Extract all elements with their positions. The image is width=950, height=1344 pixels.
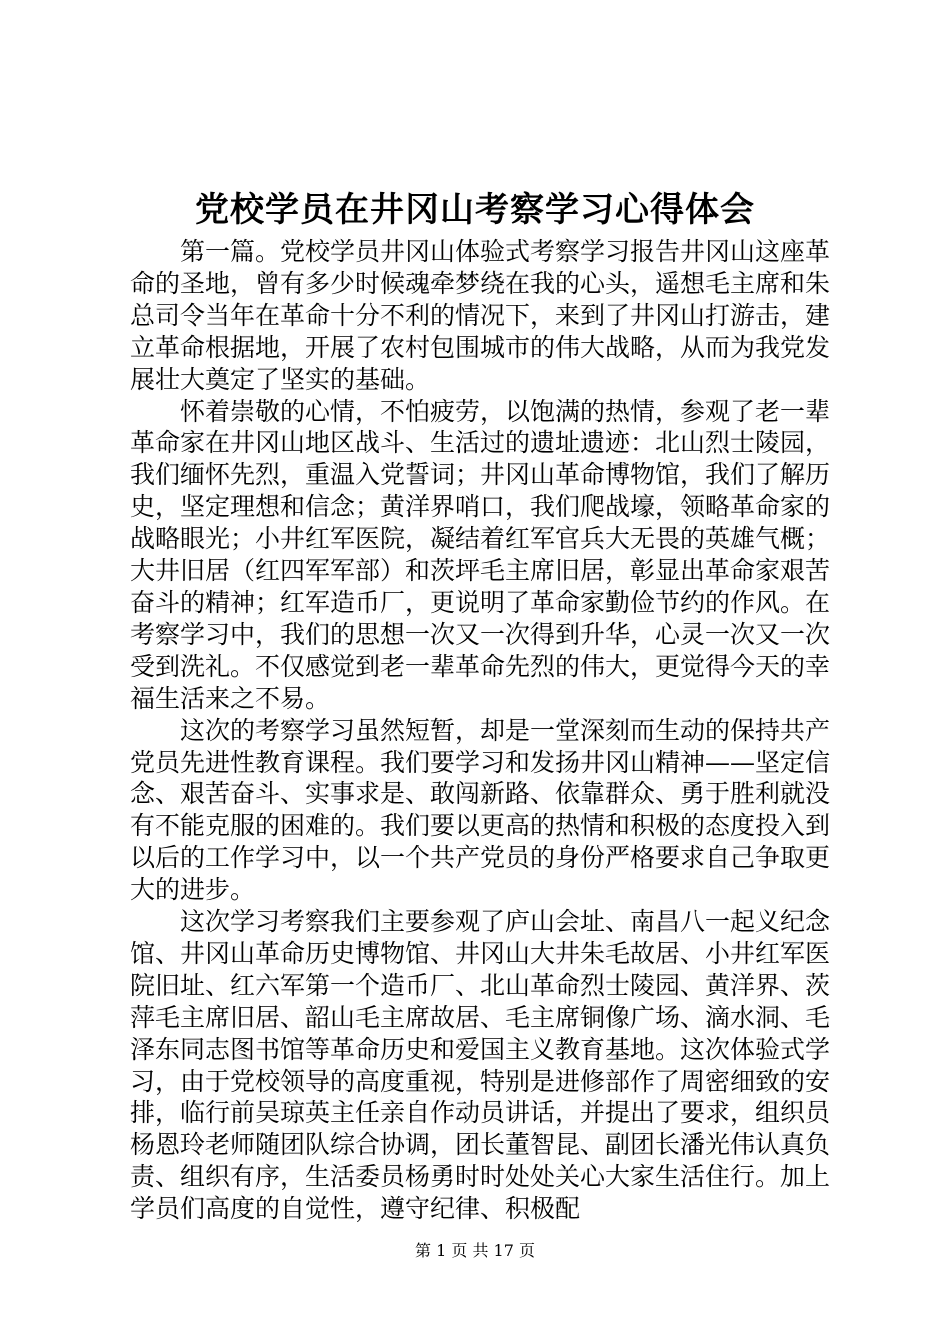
paragraph-2: 怀着崇敬的心情，不怕疲劳，以饱满的热情，参观了老一辈革命家在井冈山地区战斗、生活过的遗址遗迹：北山烈士陵园，我们缅怀先烈，重温入党誓词；井冈山革命博物馆，我们了解历史，坚定理想和信念；黄洋界哨口，我们爬战壕，领略革命家的战略眼光；小井红军医院，凝结着红军官兵大无畏的英雄气概；大井旧居（红四军军部）和茨坪毛主席旧居，彰显出革命家艰苦奋斗的精神；红军造币厂，更说明了革命家勤俭节约的作风。在考察学习中，我们的思想一次又一次得到升华，心灵一次又一次受到洗礼。不仅感觉到老一辈革命先烈的伟大，更觉得今天的幸福生活来之不易。 <box>130 396 831 713</box>
paragraph-3: 这次的考察学习虽然短暂，却是一堂深刻而生动的保持共产党员先进性教育课程。我们要学习和发扬井冈山精神——坚定信念、艰苦奋斗、实事求是、敢闯新路、依靠群众、勇于胜利就没有不能克服的困难的。我们要以更高的热情和积极的态度投入到以后的工作学习中，以一个共产党员的身份严格要求自己争取更大的进步。 <box>130 715 831 905</box>
page-number-footer: 第 1 页 共 17 页 <box>415 1241 535 1260</box>
paragraph-4: 这次学习考察我们主要参观了庐山会址、南昌八一起义纪念馆、井冈山革命历史博物馆、井冈山大井朱毛故居、小井红军医院旧址、红六军第一个造币厂、北山革命烈士陵园、黄洋界、茨萍毛主席旧居、韶山毛主席故居、毛主席铜像广场、滴水洞、毛泽东同志图书馆等革命历史和爱国主义教育基地。这次体验式学习，由于党校领导的高度重视，特别是进修部作了周密细致的安排，临行前吴琼英主任亲自作动员讲话，并提出了要求，组织员杨恩玲老师随团队综合协调，团长董智昆、副团长潘光伟认真负责、组织有序，生活委员杨勇时时处处关心大家生活住行。加上学员们高度的自觉性，遵守纪律、积极配 <box>130 907 831 1224</box>
document-body <box>130 236 830 1225</box>
document-title: 党校学员在井冈山考察学习心得体会 <box>195 190 755 230</box>
paragraph-1: 第一篇。党校学员井冈山体验式考察学习报告井冈山这座革命的圣地，曾有多少时候魂牵梦绕在我的心头，遥想毛主席和朱总司令当年在革命十分不利的情况下，来到了井冈山打游击，建立革命根据地，开展了农村包围城市的伟大战略，从而为我党发展壮大奠定了坚实的基础。 <box>130 237 831 394</box>
